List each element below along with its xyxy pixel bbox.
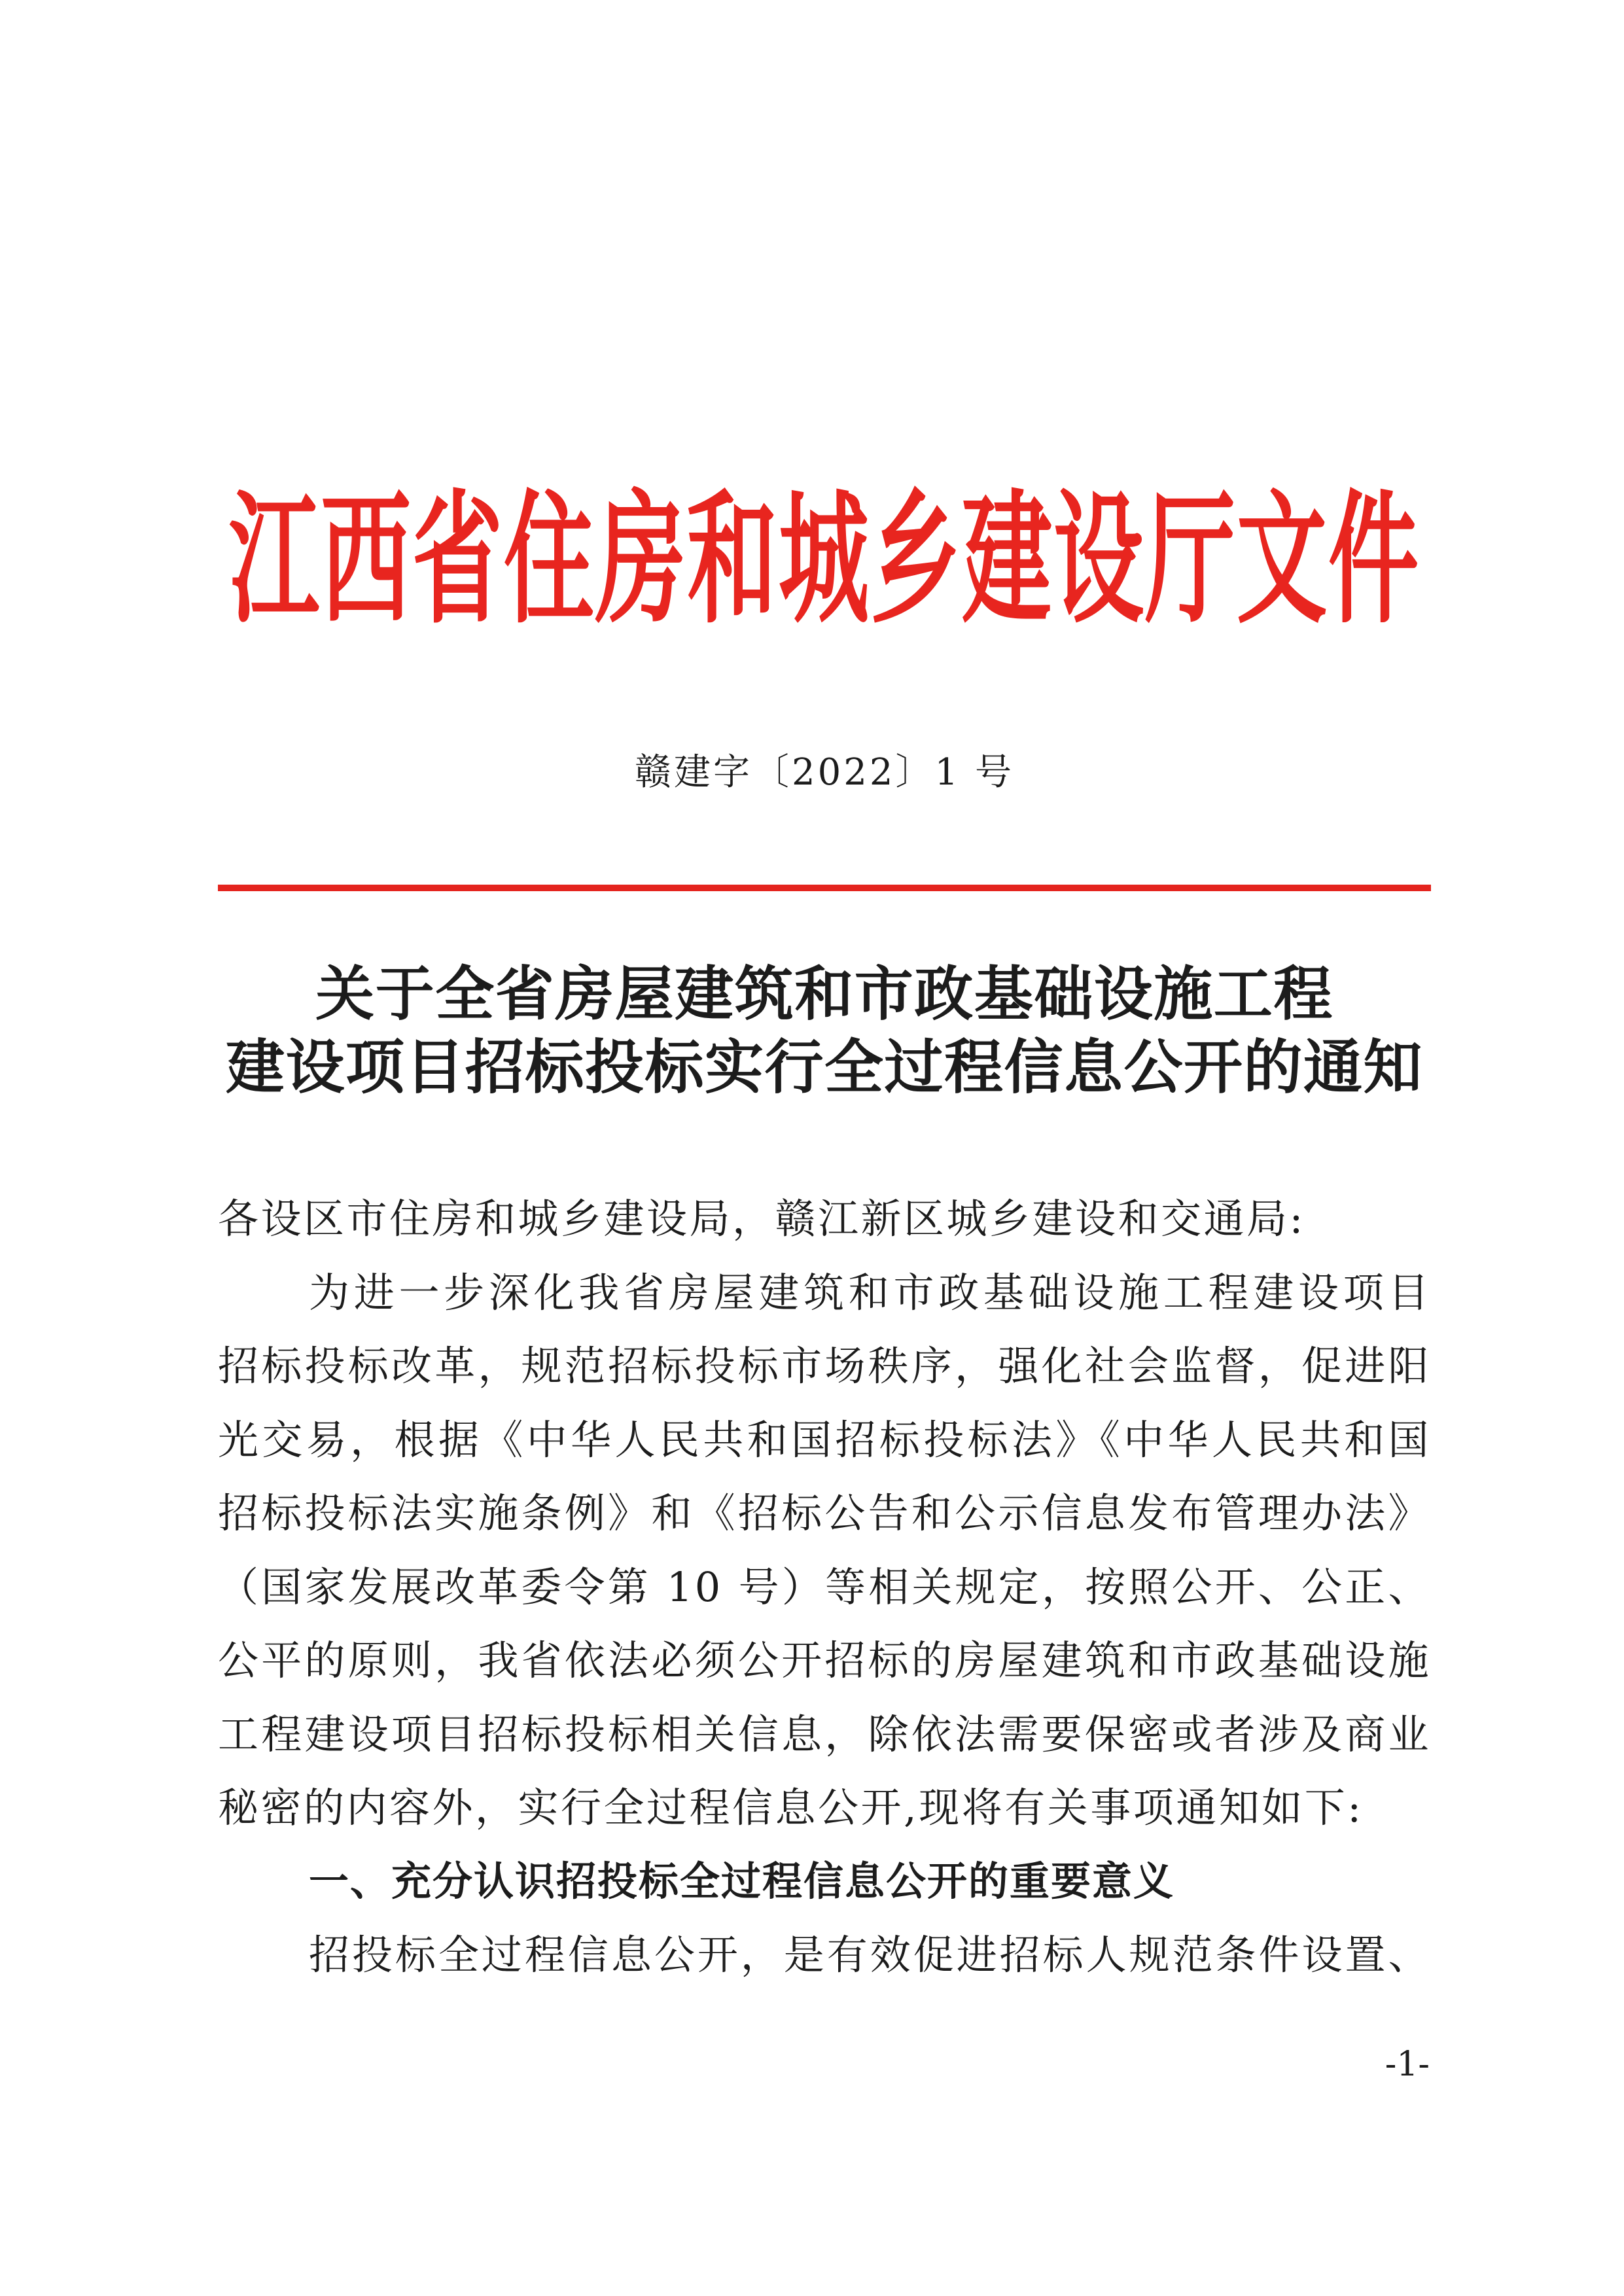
body-line: 工程建设项目招标投标相关信息，除依法需要保密或者涉及商业 <box>218 1710 1431 1758</box>
section-heading: 一、充分认识招投标全过程信息公开的重要意义 <box>309 1858 1175 1905</box>
body-line: 公平的原则，我省依法必须公开招标的房屋建筑和市政基础设施 <box>218 1636 1431 1684</box>
document-number: 赣建字〔2022〕1 号 <box>635 751 1014 794</box>
body-line: 招投标全过程信息公开，是有效促进招标人规范条件设置、 <box>309 1931 1431 1979</box>
body-line: 光交易，根据《中华人民共和国招标投标法》《中华人民共和国 <box>218 1415 1431 1464</box>
document-title <box>218 957 1431 1104</box>
title-line-2: 建设项目招标投标实行全过程信息公开的通知 <box>226 1033 1423 1102</box>
body-line: 招标投标法实施条例》和《招标公告和公示信息发布管理办法》 <box>218 1489 1431 1537</box>
issuer-red-header: 江西省住房和城乡建设厅文件 <box>229 474 1421 643</box>
salutation: 各设区市住房和城乡建设局，赣江新区城乡建设和交通局: <box>218 1195 1305 1243</box>
body-line: 招标投标改革，规范招标投标市场秩序，强化社会监督，促进阳 <box>218 1342 1431 1390</box>
document-body <box>218 1182 1431 1992</box>
body-line: 秘密的内容外，实行全过程信息公开,现将有关事项通知如下: <box>218 1784 1364 1831</box>
body-line: （国家发展改革委令第 10 号）等相关规定，按照公开、公正、 <box>218 1563 1431 1611</box>
title-line-1: 关于全省房屋建筑和市政基础设施工程 <box>315 959 1333 1029</box>
red-separator-rule <box>218 885 1431 891</box>
page-number: -1- <box>1385 2045 1430 2084</box>
body-line: 为进一步深化我省房屋建筑和市政基础设施工程建设项目 <box>309 1268 1431 1316</box>
